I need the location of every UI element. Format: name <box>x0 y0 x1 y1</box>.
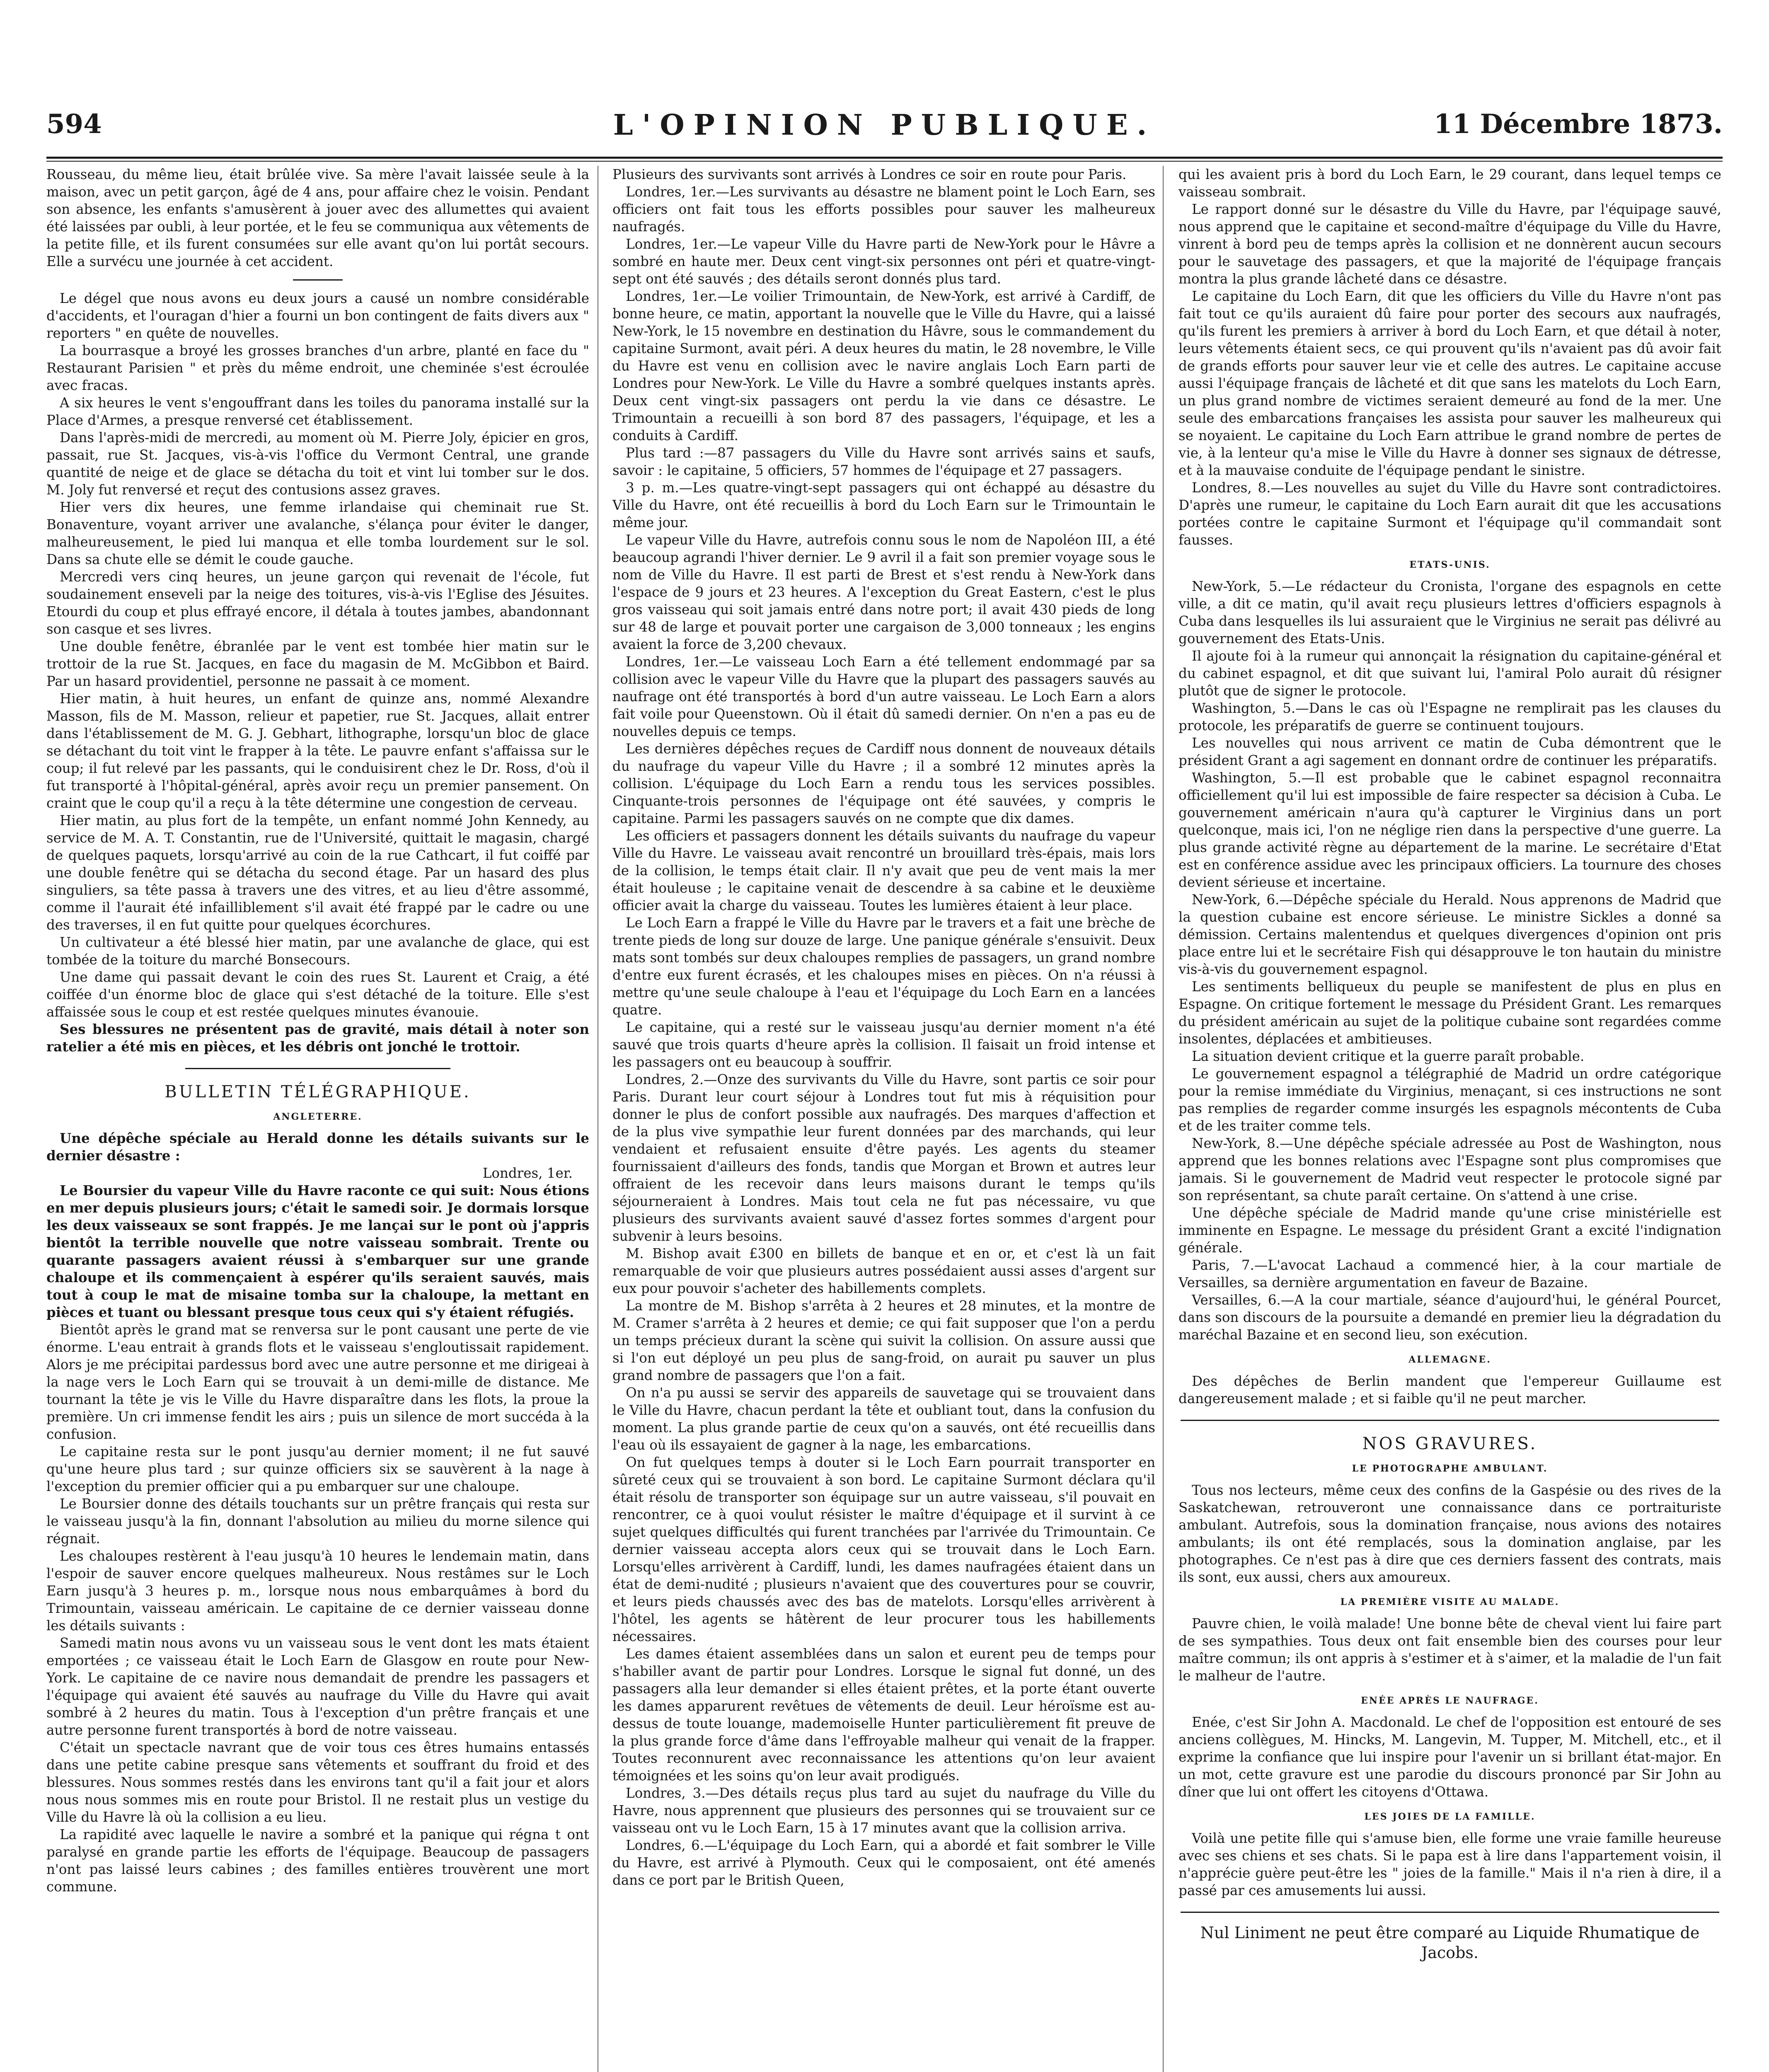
paragraph: Londres, 1er.—Le vaisseau Loch Earn a été tellement endommagé par sa collision avec le vapeur Ville du Havre que la plupart des passagers sauvés au naufrage ont été transportés à bord d'un autre vaisseau. Le Loch Earn a alors fait voile pour Queenstown. Où il était dû samedi dernier. On n'en a pas eu de nouvelles depuis ce temps. <box>612 654 1155 739</box>
paragraph: Londres, 3.—Des détails reçus plus tard au sujet du naufrage du Ville du Havre, nous apprennent que plusieurs des personnes qui se trouvaient sur ce vaisseau ont vu le Loch Earn, 15 à 17 minutes avant que la collision arriva. <box>612 1785 1155 1836</box>
paragraph: Les officiers et passagers donnent les détails suivants du naufrage du vapeur Ville du Havre. Le vaisseau avait rencontré un brouillard très-épais, mais lors de la collision, le temps était clair. Il n'y avait que peu de vent mais la mer était houleuse ; le capitaine venait de descendre à sa cabine et le deuxième officier avait la charge du vaisseau. Toutes les lumières étaient à leur place. <box>612 828 1155 913</box>
page-number: 594 <box>46 109 102 140</box>
column-3 <box>1179 166 1721 2072</box>
advertisement: Nul Liniment ne peut être comparé au Liquide Rhumatique de Jacobs. <box>1200 1924 1700 1962</box>
newspaper-title: L'OPINION PUBLIQUE. <box>613 109 1156 142</box>
paragraph: A six heures le vent s'engouffrant dans les toiles du panorama installé sur la Place d'Armes, a presque renversé cet établissement. <box>46 395 589 428</box>
paragraph: Versailles, 6.—A la cour martiale, séance d'aujourd'hui, le général Pourcet, dans son discours de la poursuite a demandé en premier lieu la dégradation du maréchal Bazaine et en second lieu, son exécution. <box>1179 1292 1721 1343</box>
paragraph: Le capitaine du Loch Earn, dit que les officiers du Ville du Havre n'ont pas fait tout ce qu'ils auraient dû faire pour porter des secours aux naufragés, qu'ils furent les premiers à arriver à bord du Loch Earn, et que détail à noter, leurs vêtements étaient secs, ce qui prouvent qu'ils n'avaient pas dû avoir fait de grands efforts pour sauver leur vie et celle des autres. Le capitaine accuse aussi l'équipage français de lâcheté et dit que sans les matelots du Loch Earn, un plus grand nombre de victimes seraient demeuré au fond de la mer. Une seule des embarcations françaises les assista pour sauver les malheureux qui se noyaient. Le capitaine du Loch Earn attribue le grand nombre de pertes de vie, à la lenteur qu'a mise le Ville du Havre à donner ses signaux de détresse, et à la mauvaise conduite de l'équipage pendant le sinistre. <box>1179 288 1721 478</box>
paragraph: C'était un spectacle navrant que de voir tous ces êtres humains entassés dans une petite cabine presque sans vêtements et souffrant du froid et des blessures. Nous sommes restés dans les environs tant qu'il a fait jour et alors nous nous sommes mis en route pour Bristol. Il ne restait plus un vestige du Ville du Havre là où la collision a eu lieu. <box>46 1740 589 1825</box>
paragraph: Le rapport donné sur le désastre du Ville du Havre, par l'équipage sauvé, nous apprend que le capitaine et second-maître d'équipage du Ville du Havre, vinrent à bord peu de temps après la collision et ne donnèrent aucun secours pour le sauvetage des passagers, et que la majorité de l'équipage français montra la plus grande lâcheté dans ce désastre. <box>1179 201 1721 287</box>
paragraph: Washington, 5.—Il est probable que le cabinet espagnol reconnaitra officiellement qu'il lui est impossible de faire respecter sa décision à Cuba. Le gouvernement américain n'aura qu'à capturer le Virginius dans un port quelconque, mais ici, l'on ne néglige rien dans la perspective d'une guerre. La plus grande activité règne au département de la marine. Le secrétaire d'Etat est en conférence assidue avec les principaux officiers. La tournure des choses devient sérieuse et incertaine. <box>1179 770 1721 890</box>
paragraph: New-York, 8.—Une dépêche spéciale adressée au Post de Washington, nous apprend que les bonnes relations avec l'Espagne sont plus compromises que jamais. Si le gouvernement de Madrid veut respecter le protocole signé par son représentant, sa chute paraît certaine. On s'attend à une crise. <box>1179 1135 1721 1203</box>
engraving-heading: LA PREMIÈRE VISITE AU MALADE. <box>1340 1597 1560 1607</box>
paragraph: M. Bishop avait £300 en billets de banque et en or, et c'est là un fait remarquable de voir que plusieurs autres possédaient aussi asses d'argent sur eux pour pouvoir s'acheter des habillements complets. <box>612 1246 1155 1296</box>
separator <box>1181 1912 1719 1913</box>
paragraph: Hier matin, au plus fort de la tempête, un enfant nommé John Kennedy, au service de M. A. T. Constantin, rue de l'Université, quittait le magasin, chargé de quelques paquets, lorsqu'arrivé au coin de la rue Cathcart, il fut coiffé par une double fenêtre qui se détacha du second étage. Par un hasard des plus singuliers, sa tête passa à travers une des vitres, et au lieu d'être assommé, comme il l'aurait été infailliblement s'il avait été frappé par le cadre ou une des traverses, il en fut quitte pour quelques écorchures. <box>46 813 589 933</box>
paragraph: Dans l'après-midi de mercredi, au moment où M. Pierre Joly, épicier en gros, passait, rue St. Jacques, vis-à-vis l'office du Vermont Central, une grande quantité de neige et de glace se détacha du toit et vint lui tomber sur le dos. M. Joly fut renversé et reçut des contusions assez graves. <box>46 430 589 498</box>
paragraph: Pauvre chien, le voilà malade! Une bonne bête de cheval vient lui faire part de ses sympathies. Tous deux ont fait ensemble bien des courses pour leur maître commun; ils ont appris à s'estimer et à s'aimer, et la maladie de l'un fait le malheur de l'autre. <box>1179 1616 1721 1684</box>
paragraph: On fut quelques temps à douter si le Loch Earn pourrait transporter en sûreté ceux qui se trouvaient à son bord. Le capitaine Surmont déclara qu'il était résolu de transporter son équipage sur un autre vaisseau, s'il pouvait en rencontrer, ce à quoi voulut résister le maître d'équipage et il survint à ce sujet quelques difficultés qui furent tranchées par l'arrivée du Trimountain. Ce dernier vaisseau accepta alors ceux qui se trouvait dans le Loch Earn. Lorsqu'elles arrivèrent à Cardiff, lundi, les dames naufragées étaient dans un état de demi-nudité ; plusieurs n'avaient que des couvertures pour se couvrir, et leurs pieds chaussés avec des bas de matelots. Lorsqu'elles arrivèrent à l'hôtel, les agents se hâtèrent de leur procurer tous les habillements nécessaires. <box>612 1455 1155 1644</box>
column-2 <box>612 166 1155 2072</box>
header-rule-thin <box>46 161 1723 162</box>
paragraph: Mercredi vers cinq heures, un jeune garçon qui revenait de l'école, fut soudainement enseveli par la neige des toitures, vis-à-vis l'Eglise des Jésuites. Etourdi du coup et plus effrayé encore, il détala à toutes jambes, abandonnant son casque et ses livres. <box>46 569 589 637</box>
paragraph: Une dépêche spéciale au Herald donne les détails suivants sur le dernier désastre : <box>46 1130 589 1164</box>
paragraph: Londres, 1er.—Le vapeur Ville du Havre parti de New-York pour le Hâvre a sombré en haute mer. Deux cent vingt-six personnes ont péri et quatre-vingt-sept ont été sauvés ; des détails seront donnés plus tard. <box>612 236 1155 287</box>
paragraph: Des dépêches de Berlin mandent que l'empereur Guillaume est dangereusement malade ; et si faible qu'il ne peut marcher. <box>1179 1373 1721 1406</box>
paragraph: Une double fenêtre, ébranlée par le vent est tombée hier matin sur le trottoir de la rue St. Jacques, en face du magasin de M. McGibbon et Baird. Par un hasard providentiel, personne ne passait à ce moment. <box>46 639 589 689</box>
paragraph: Plusieurs des survivants sont arrivés à Londres ce soir en route pour Paris. <box>612 167 1127 182</box>
paragraph: Ses blessures ne présentent pas de gravité, mais détail à noter son ratelier a été mis en pièces, et les débris ont jonché le trottoir. <box>46 1021 589 1055</box>
paragraph: Le dégel que nous avons eu deux jours a causé un nombre considérable d'accidents, et l'ouragan d'hier a fourni un bon contingent de faits divers aux " reporters " en quête de nouvelles. <box>46 290 589 341</box>
paragraph: Bientôt après le grand mat se renversa sur le pont causant une perte de vie énorme. L'eau entrait à grands flots et le vaisseau s'engloutissait rapidement. Alors je me précipitai pardessus bord avec une autre personne et me dirigeai à la nage vers le Loch Earn qui se trouvait à un demi-mille de distance. Me tournant la tête je vis le Ville du Havre disparaître dans les flots, la proue la première. Un cri immense fendit les airs ; puis un silence de mort succéda à la confusion. <box>46 1322 589 1442</box>
paragraph: Le Boursier donne des détails touchants sur un prêtre français qui resta sur le vaisseau jusqu'à la fin, donnant l'absolution au milieu du morne silence qui régnait. <box>46 1496 589 1547</box>
paragraph: Hier vers dix heures, une femme irlandaise qui cheminait rue St. Bonaventure, voyant arriver une avalanche, s'élança pour éviter le danger, malheureusement, le pied lui manqua et elle tomba lourdement sur le sol. Dans sa chute elle se démit le coude gauche. <box>46 499 589 567</box>
paragraph: Samedi matin nous avons vu un vaisseau sous le vent dont les mats étaient emportées ; ce vaisseau était le Loch Earn de Glasgow en route pour New-York. Le capitaine de ce navire nous demandait de prendre les passagers et l'équipage qui avaient été sauvés au naufrage du Ville du Havre qui avait sombré à 2 heures du matin. Tous à l'exception d'un prêtre français et une autre personne furent transportés à bord de notre vaisseau. <box>46 1635 589 1738</box>
paragraph: Le vapeur Ville du Havre, autrefois connu sous le nom de Napoléon III, a été beaucoup agrandi l'hiver dernier. Le 9 avril il a fait son premier voyage sous le nom de Ville du Havre. Il est parti de Brest et s'est rendu à New-York dans l'espace de 9 jours et 23 heures. A l'exception du Great Eastern, c'est le plus gros vaisseau qui soit jamais entré dans notre port; il avait 430 pieds de long sur 48 de large et pouvait porter une cargaison de 3,000 tonneaux ; les engins avaient la force de 3,200 chevaux. <box>612 532 1155 652</box>
subsection-title-angleterre: ANGLETERRE. <box>273 1111 363 1122</box>
subsection-title-allemagne: ALLEMAGNE. <box>1408 1354 1491 1365</box>
paragraph: Le capitaine, qui a resté sur le vaisseau jusqu'au dernier moment n'a été sauvé que trois quarts d'heure après la collision. Il faisait un froid intense et les passagers ont eu beaucoup à souffrir. <box>612 1019 1155 1070</box>
column-divider <box>1163 166 1164 2072</box>
dateline: Londres, 1er. <box>482 1165 573 1181</box>
paragraph: Plus tard :—87 passagers du Ville du Havre sont arrivés sains et saufs, savoir : le capitaine, 5 officiers, 57 hommes de l'équipage et 27 passagers. <box>612 445 1155 478</box>
paragraph: Londres, 2.—Onze des survivants du Ville du Havre, sont partis ce soir pour Paris. Durant leur court séjour à Londres tout fut mis à réquisition pour donner le plus de confort possible aux naufragés. Des marques d'affection et de la plus vive sympathie leur furent données par des marchands, qui leur vendaient et refusaient ensuite d'être payés. Les agents du steamer fournissaient d'ailleurs des fonds, tandis que Morgan et Brown et autres leur offraient de les recevoir dans leurs maisons durant le temps qu'ils séjourneraient à Londres. Mais tout cela ne fut pas nécessaire, vu que plusieurs des survivants avaient sauvé d'assez fortes sommes d'argent pour subvenir à leurs besoins. <box>612 1072 1155 1244</box>
engraving-heading: LE PHOTOGRAPHE AMBULANT. <box>1352 1463 1548 1474</box>
paragraph: Les sentiments belliqueux du peuple se manifestent de plus en plus en Espagne. On critique fortement le message du Président Grant. Les remarques du président américain au sujet de la politique cubaine sont regardées comme insolentes, déplacées et ambitieuses. <box>1179 979 1721 1047</box>
paragraph: 3 p. m.—Les quatre-vingt-sept passagers qui ont échappé au désastre du Ville du Havre, ont été recueillis à bord du Loch Earn sur le Trimountain le même jour. <box>612 480 1155 530</box>
header-rule-thick <box>46 157 1723 159</box>
paragraph: La montre de M. Bishop s'arrêta à 2 heures et 28 minutes, et la montre de M. Cramer s'arrêta à 2 heures et demie; ce qui fait supposer que l'on a perdu un temps précieux durant la scène qui suivit la collision. On assure aussi que si l'on eut déployé un peu plus de sang-froid, on aurait pu sauver un plus grand nombre de passagers que l'on a fait. <box>612 1298 1155 1383</box>
paragraph: Rousseau, du même lieu, était brûlée vive. Sa mère l'avait laissée seule à la maison, avec un petit garçon, âgé de 4 ans, pour affaire chez le voisin. Pendant son absence, les enfants s'amusèrent à jouer avec des allumettes qui avaient été laissées par oubli, à leur portée, et le feu se communiqua aux vêtements de la petite fille, et ils furent consumées sur elle avant qu'on lui portât secours. Elle a survécu une journée à cet accident. <box>46 167 589 269</box>
paragraph: New-York, 5.—Le rédacteur du Cronista, l'organe des espagnols en cette ville, a dit ce matin, qu'il avait reçu plusieurs lettres d'officiers espagnols à Cuba dans lesquelles ils lui assuraient que le Virginius ne serait pas délivré au gouvernement des Etats-Unis. <box>1179 579 1721 646</box>
paragraph: New-York, 6.—Dépêche spéciale du Herald. Nous apprenons de Madrid que la question cubaine est encore sérieuse. Le ministre Sickles a donné sa démission. Certains malentendus et quelques divergences d'opinion ont pris place entre lui et le secrétaire Fish qui désapprouve le ton hautain du ministre vis-à-vis du gouvernement espagnol. <box>1179 892 1721 977</box>
paragraph: Londres, 1er.—Les survivants au désastre ne blament point le Loch Earn, ses officiers ont fait tous les efforts possibles pour sauver les malheureux naufragés. <box>612 184 1155 235</box>
paragraph: Tous nos lecteurs, même ceux des confins de la Gaspésie ou des rives de la Saskatchewan, retrouveront une connaissance dans ce portraituriste ambulant. Autrefois, sous la domination française, nous avions des notaires ambulants; ils ont été remplacés, sous la domination anglaise, par les photographes. Ce n'est pas à dire que ces derniers fassent des contrats, mais ils sont, eux aussi, chers aux amoureux. <box>1179 1482 1721 1585</box>
paragraph: Londres, 6.—L'équipage du Loch Earn, qui a abordé et fait sombrer le Ville du Havre, est arrivé à Plymouth. Ceux qui le composaient, ont été amenés dans ce port par le British Queen, <box>612 1837 1155 1888</box>
paragraph: La bourrasque a broyé les grosses branches d'un arbre, planté en face du " Restaurant Parisien " et près du même endroit, une cheminée s'est écroulée avec fracas. <box>46 343 589 393</box>
paragraph: Londres, 8.—Les nouvelles au sujet du Ville du Havre sont contradictoires. D'après une rumeur, le capitaine du Loch Earn aurait dit que les accusations portées contre le capitaine Surmont et l'équipage qu'il commandait sont fausses. <box>1179 480 1721 548</box>
issue-date: 11 Décembre 1873. <box>1434 109 1723 140</box>
paragraph: Les dernières dépêches reçues de Cardiff nous donnent de nouveaux détails du naufrage du vapeur Ville du Havre ; il a sombré 12 minutes après la collision. L'équipage du Loch Earn a rendu tous les services possibles. Cinquante-trois personnes de l'équipage ont été sauvées, y compris le capitaine. Parmi les passagers sauvés on ne compte que dix dames. <box>612 741 1155 826</box>
paragraph: Paris, 7.—L'avocat Lachaud a commencé hier, à la cour martiale de Versailles, sa dernière argumentation en faveur de Bazaine. <box>1179 1257 1721 1290</box>
paragraph: Londres, 1er.—Le voilier Trimountain, de New-York, est arrivé à Cardiff, de bonne heure, ce matin, apportant la nouvelle que le Ville du Havre, qui a laissé New-York, le 15 novembre en destination du Hâvre, sous le commandement du capitaine Surmont, avait péri. A deux heures du matin, le 28 novembre, le Ville du Havre est venu en collision avec le navire anglais Loch Earn parti de Londres pour New-York. Le Ville du Havre a sombré quelques instants après. Deux cent vingt-six passagers ont perdu la vie dans ce désastre. Le Trimountain a recueilli à son bord 87 des passagers, l'équipage, et les a conduits à Cardiff. <box>612 288 1155 443</box>
paragraph: Washington, 5.—Dans le cas où l'Espagne ne remplirait pas les clauses du protocole, les préparatifs de guerre se continuent toujours. <box>1179 700 1721 733</box>
page-header <box>46 109 1723 154</box>
paragraph: Le capitaine resta sur le pont jusqu'au dernier moment; il ne fut sauvé qu'une heure plus tard ; sur quinze officiers six se sauvèrent à la nage à l'exception du premier officier qui a pu embarquer sur une chaloupe. <box>46 1444 589 1494</box>
paragraph: Le Loch Earn a frappé le Ville du Havre par le travers et a fait une brèche de trente pieds de long sur douze de large. Une panique générale s'ensuivit. Deux mats sont tombés sur deux chaloupes remplies de passagers, un grand nombre d'entre eux furent écrasés, et les chaloupes mises en pièces. On n'a réussi à mettre qu'une seule chaloupe à l'eau et l'équipage du Loch Earn en a lancées quatre. <box>612 915 1155 1018</box>
section-title-bulletin: BULLETIN TÉLÉGRAPHIQUE. <box>165 1082 471 1101</box>
paragraph: Le gouvernement espagnol a télégraphié de Madrid un ordre catégorique pour la remise immédiate du Virginius, menaçant, si ces instructions ne sont pas remplies de regarder comme insurgés les espagnols mécontents de Cuba et de les traiter comme tels. <box>1179 1066 1721 1134</box>
separator <box>185 1068 450 1069</box>
paragraph: Le Boursier du vapeur Ville du Havre raconte ce qui suit: Nous étions en mer depuis plusieurs jours; c'était le samedi soir. Je dormais lorsque les deux vaisseaux se sont frappés. Je me lançai sur le pont où j'appris bientôt la terrible nouvelle que notre vaisseau sombrait. Trente ou quarante passagers avaient réussi à s'embarquer sur une grande chaloupe et ils commençaient à espérer qu'ils seraient sauvés, mais tout à coup le mat de misaine tomba sur la chaloupe, la mettant en pièces et tuant ou blessant presque tous ceux qui s'y étaient réfugiés. <box>46 1182 589 1320</box>
paragraph: La situation devient critique et la guerre paraît probable. <box>1192 1048 1585 1064</box>
column-1 <box>46 166 589 2072</box>
paragraph: Enée, c'est Sir John A. Macdonald. Le chef de l'opposition est entouré de ses anciens collègues, M. Hincks, M. Langevin, M. Tupper, M. Mitchell, etc., et il exprime la confiance que lui inspire pour l'avenir un si brillant état-major. En un mot, cette gravure est une parodie du discours prononcé par Sir John au dîner que lui ont offert les citoyens d'Ottawa. <box>1179 1714 1721 1800</box>
paragraph: qui les avaient pris à bord du Loch Earn, le 29 courant, dans lequel temps ce vaisseau sombrait. <box>1179 167 1721 200</box>
paragraph: Les nouvelles qui nous arrivent ce matin de Cuba démontrent que le président Grant a agi sagement en donnant ordre de continuer les préparatifs. <box>1179 735 1721 768</box>
paragraph: Une dépêche spéciale de Madrid mande qu'une crise ministérielle est imminente en Espagne. Le message du président Grant a excité l'indignation générale. <box>1179 1205 1721 1256</box>
paragraph: La rapidité avec laquelle le navire a sombré et la panique qui régna t ont paralysé en grande partie les efforts de l'équipage. Beaucoup de passagers n'ont pas laissé leurs cabines ; des familles entières trouvèrent une mort commune. <box>46 1827 589 1895</box>
paragraph: Il ajoute foi à la rumeur qui annonçait la résignation du capitaine-général et du cabinet espagnol, et dit que suivant lui, l'amiral Polo aurait dû résigner plutôt que de signer le protocole. <box>1179 648 1721 699</box>
separator <box>293 279 343 281</box>
engraving-heading: ENÉE APRÈS LE NAUFRAGE. <box>1361 1695 1539 1706</box>
paragraph: Un cultivateur a été blessé hier matin, par une avalanche de glace, qui est tombée de la toiture du marché Bonsecours. <box>46 934 589 968</box>
separator <box>1181 1420 1719 1421</box>
paragraph: Les dames étaient assemblées dans un salon et eurent peu de temps pour s'habiller avant de partir pour Londres. Lorsque le signal fut donné, un des passagers alla leur demander si elles étaient prêtes, et la porte étant ouverte les dames apparurent revêtues de vêtements de deuil. Leur héroïsme est au-dessus de toute louange, mademoiselle Hunter particulièrement fit preuve de la plus grande force d'âme dans l'effroyable malheur qui venait de la frapper. Toutes reconnurent avec reconnaissance les attentions qu'on leur avaient témoignées et les soins qu'on leur avait prodigués. <box>612 1646 1155 1784</box>
engraving-heading: LES JOIES DE LA FAMILLE. <box>1364 1811 1536 1822</box>
paragraph: On n'a pu aussi se servir des appareils de sauvetage qui se trouvaient dans le Ville du Havre, chacun perdant la tête et oubliant tout, dans la confusion du moment. La plus grande partie de ceux qu'on a sauvés, ont été recueillis dans l'eau où ils essayaient de gagner à la nage, les embarcations. <box>612 1385 1155 1453</box>
subsection-title-etats-unis: ETATS-UNIS. <box>1409 559 1491 570</box>
paragraph: Les chaloupes restèrent à l'eau jusqu'à 10 heures le lendemain matin, dans l'espoir de sauver encore quelques malheureux. Nous restâmes sur le Loch Earn jusqu'à 3 heures p. m., lorsque nous nous embarquâmes à bord du Trimountain, vaisseau américain. Le capitaine de ce dernier vaisseau donne les détails suivants : <box>46 1548 589 1634</box>
paragraph: Hier matin, à huit heures, un enfant de quinze ans, nommé Alexandre Masson, fils de M. Masson, relieur et papetier, rue St. Jacques, allait entrer dans l'établissement de M. G. J. Gebhart, lithographe, lorsqu'un bloc de glace se détachant du toit vint le frapper à la tête. Le pauvre enfant s'affaissa sur le coup; il fut relevé par les passants, qui le conduisirent chez le Dr. Ross, d'où il fut transporté à l'hôpital-général, après avoir reçu un premier pansement. On craint que le coup qu'il a reçu à la tête détermine une congestion de cerveau. <box>46 691 589 811</box>
section-title-gravures: NOS GRAVURES. <box>1362 1434 1538 1453</box>
paragraph: Voilà une petite fille qui s'amuse bien, elle forme une vraie famille heureuse avec ses chiens et ses chats. Si le papa est à lire dans l'appartement voisin, il n'apprécie guère peut-être les " joies de la famille." Mais il n'a rien à dire, il a passé par ces amusements lui aussi. <box>1179 1830 1721 1898</box>
paragraph: Une dame qui passait devant le coin des rues St. Laurent et Craig, a été coiffée d'un énorme bloc de glace qui s'est détaché de la toiture. Elle s'est affaissée sous le coup et est restée quelques minutes évanouie. <box>46 969 589 1020</box>
